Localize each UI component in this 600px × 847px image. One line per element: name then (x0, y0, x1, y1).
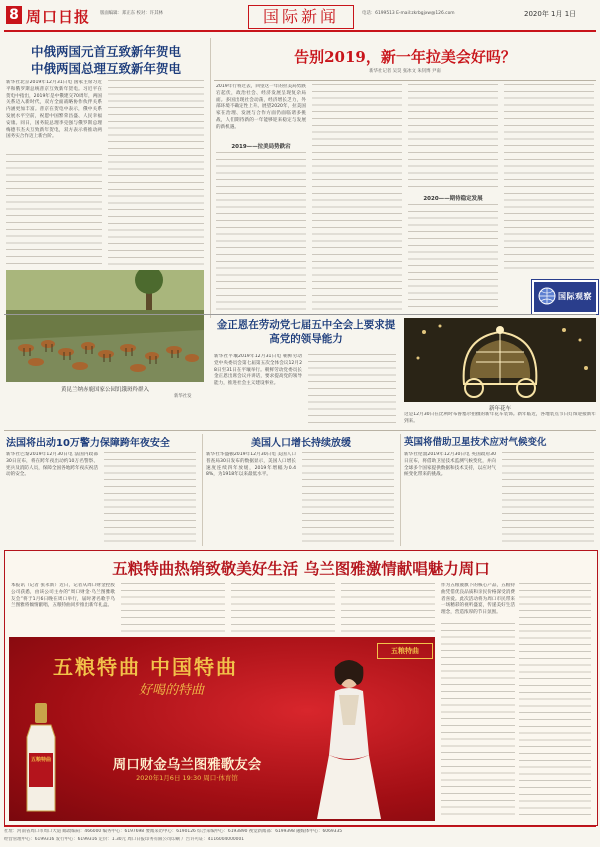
badge-label: 国际观察 (558, 292, 592, 301)
carriage-caption: 新年花车 (488, 406, 511, 412)
contact-line: 电话：6199513 E-mail:zkrbgjxw@126.com (362, 11, 455, 16)
deer-photo (6, 270, 204, 382)
section-title: 国际新闻 (248, 5, 354, 29)
globe-icon (538, 287, 556, 305)
feature-col2 (312, 84, 402, 312)
page-number: 8 (6, 6, 22, 24)
singer-figure (309, 655, 389, 819)
brand-logo: 五粮特曲 (391, 647, 419, 655)
footer-line-1: 社址：河南省周口市周口大道 邮政编码：466000 编务中心：6197698 要闻采访中心：6190126 综合采编中心：6193890 视觉新闻部：6199398 融媒体中心：6069335 (4, 829, 343, 834)
banner-title: 五粮特曲 中国特曲 (53, 655, 238, 679)
ad-headline: 五粮特曲热销致敬美好生活 乌兰图雅激情献唱魅力周口 (112, 560, 490, 578)
uk-headline: 英国将借助卫星技术应对气候变化 (404, 437, 547, 448)
bottle-label: 五粮特曲 (30, 757, 51, 763)
us-body-col2 (302, 452, 394, 544)
wine-bottle (21, 703, 61, 815)
headline-premiers: 中俄两国总理互致新年贺电 (30, 61, 181, 76)
banner-subtitle: 好喝的特曲 (139, 683, 205, 698)
us-body: 新华社华盛顿2019年12月30日电 美国人口普查局30日发布的数据显示，美国人口增长速度连续四年放缓，2019年增幅为0.48%，为1918年以来最低水平。 (206, 452, 296, 478)
france-body-col2 (104, 452, 196, 544)
ad-banner (9, 637, 435, 821)
ad-body-left: 本报讯（记者 张永新）近日，记者从周口财金控股公司获悉，由该公司主办的“周口财金·乌兰图雅歌友会”将于1月6日晚在周口举行，届时著名歌手乌兰图雅将倾情献唱，五粮特曲同步推出新年礼盒。 (11, 583, 115, 609)
feature-byline: 新华社记者 吴昊 张冰文 朱钊博 尹南 (369, 69, 441, 74)
editor-line: 版面编辑：郑正东 校对：许其林 (100, 11, 163, 16)
story-uk-satellite (404, 434, 596, 546)
event-detail: 2020年1月6日 19:30 周口·体育馆 (136, 774, 238, 782)
international-watch-badge (532, 280, 598, 314)
uk-body: 新华社伦敦2019年12月30日电 英国政府30日宣布，将借助卫星技术监测气候变化，并向全球多个国家提供数据和技术支持，以应对气候变化带来的挑战。 (404, 452, 496, 478)
france-headline: 法国将出动10万警力保障跨年夜安全 (6, 438, 170, 449)
ad-body-right: 作为五粮液旗下的核心产品，五粮特曲凭借优良品质和亲民价格深受消费者喜爱。此次活动将为周口市民带来一场精彩的视听盛宴，传递美好生活理念，营造浓厚的节日氛围。 (441, 583, 515, 616)
story-china-russia (6, 42, 206, 412)
carriage-photo (404, 318, 596, 402)
kim-body-col2 (308, 354, 396, 424)
france-body: 新华社巴黎2019年12月30日电 法国内政部30日宣布，将在跨年夜出动约10万名警察、宪兵及消防人员，保障全国各地跨年夜庆祝活动的安全。 (6, 452, 98, 478)
photo-caption: 黄昆兰纳赤鹿国家公园饥饿斑羚群入 (60, 387, 149, 393)
ad-body-right-col2 (519, 583, 591, 819)
story-france-police (6, 434, 198, 546)
carriage-body: 这是12月30日在比利时布鲁塞尔拍摄的新年花车装饰。新年临近，各地装点节日灯饰迎接新年到来。 (404, 412, 596, 424)
brand-logo-box (377, 643, 433, 659)
issue-date: 2020年 1月 1日 (524, 10, 577, 18)
story-kim-plenum (214, 318, 398, 428)
photo-credit: 新华社发 (174, 394, 192, 399)
body-continued-col1 (6, 154, 102, 266)
kim-body: 新华社平壤2019年12月31日电 朝鲜劳动党中央委员会第七届第五次全体会议12月28日至31日在平壤举行。朝鲜劳动党委员长金正恩出席会议并讲话，要求提高党的领导能力，推进社会主义建设事业。 (214, 354, 302, 387)
ad-body-left-col4 (341, 583, 435, 633)
us-headline: 美国人口增长持续放缓 (251, 438, 351, 449)
subhead-2019: 2019——拉美局势跌宕 (231, 144, 291, 150)
feature-headline: 告别2019，新一年拉美会好吗？ (294, 48, 516, 66)
feature-lead: 2019年行将过去，回望这一年的拉美局势跌宕起伏，政治社会、经济发展呈现复杂局面。多国出现社会动荡，经济增长乏力，外部环境不确定性上升。展望2020年，拉美国家在治理、发展与合作方面仍面临诸多挑战，人们期待新的一年能够迎来稳定与发展的新机遇。 (216, 84, 306, 130)
story-body: 新华社北京2019年12月31日电 国家主席习近平和俄罗斯总统普京互致新年贺电。习近平在贺电中指出，2019年是中俄建交70周年，两国关系迈入新时代，双方全面战略协作伙伴关系内涵更加丰富。普京在贺电中表示，俄中关系发展水平空前，祝愿中国繁荣昌盛、人民幸福安康。同日，国务院总理李克强与俄罗斯总理梅德韦杰夫互致新年贺电，双方表示将推动两国务实合作迈上新台阶。 (6, 80, 102, 140)
carriage-photo-block (404, 318, 596, 428)
uk-body-col2 (502, 452, 594, 544)
ad-body-right-col1b (441, 623, 515, 819)
feature-latin-america (214, 42, 596, 318)
newspaper-brand: 周口日报 (26, 8, 91, 26)
footer-line-2: 经营管理中心：6199316 发行中心：6199316 定价：1.30元 周口日报印务有限公司印刷 广告许可证：4116004000001 (4, 837, 245, 842)
body-continued-col2 (108, 80, 204, 266)
event-title: 周口财金乌兰图雅歌友会 (112, 757, 262, 773)
headline-presidents: 中俄两国元首互致新年贺电 (30, 44, 181, 59)
page-header (0, 0, 600, 40)
footer (4, 826, 596, 846)
ad-body-left-col2 (121, 583, 225, 633)
story-us-population (206, 434, 396, 546)
feature-col3b (408, 204, 498, 312)
kim-headline: 金正恩在劳动党七届五中全会上要求提高党的领导能力 (216, 319, 396, 345)
feature-col1 (216, 152, 306, 312)
ad-body-left-col3 (231, 583, 335, 633)
advertorial (4, 550, 598, 826)
subhead-2020: 2020——期待稳定发展 (408, 194, 498, 202)
feature-col4 (504, 84, 594, 272)
feature-col3 (408, 84, 498, 190)
